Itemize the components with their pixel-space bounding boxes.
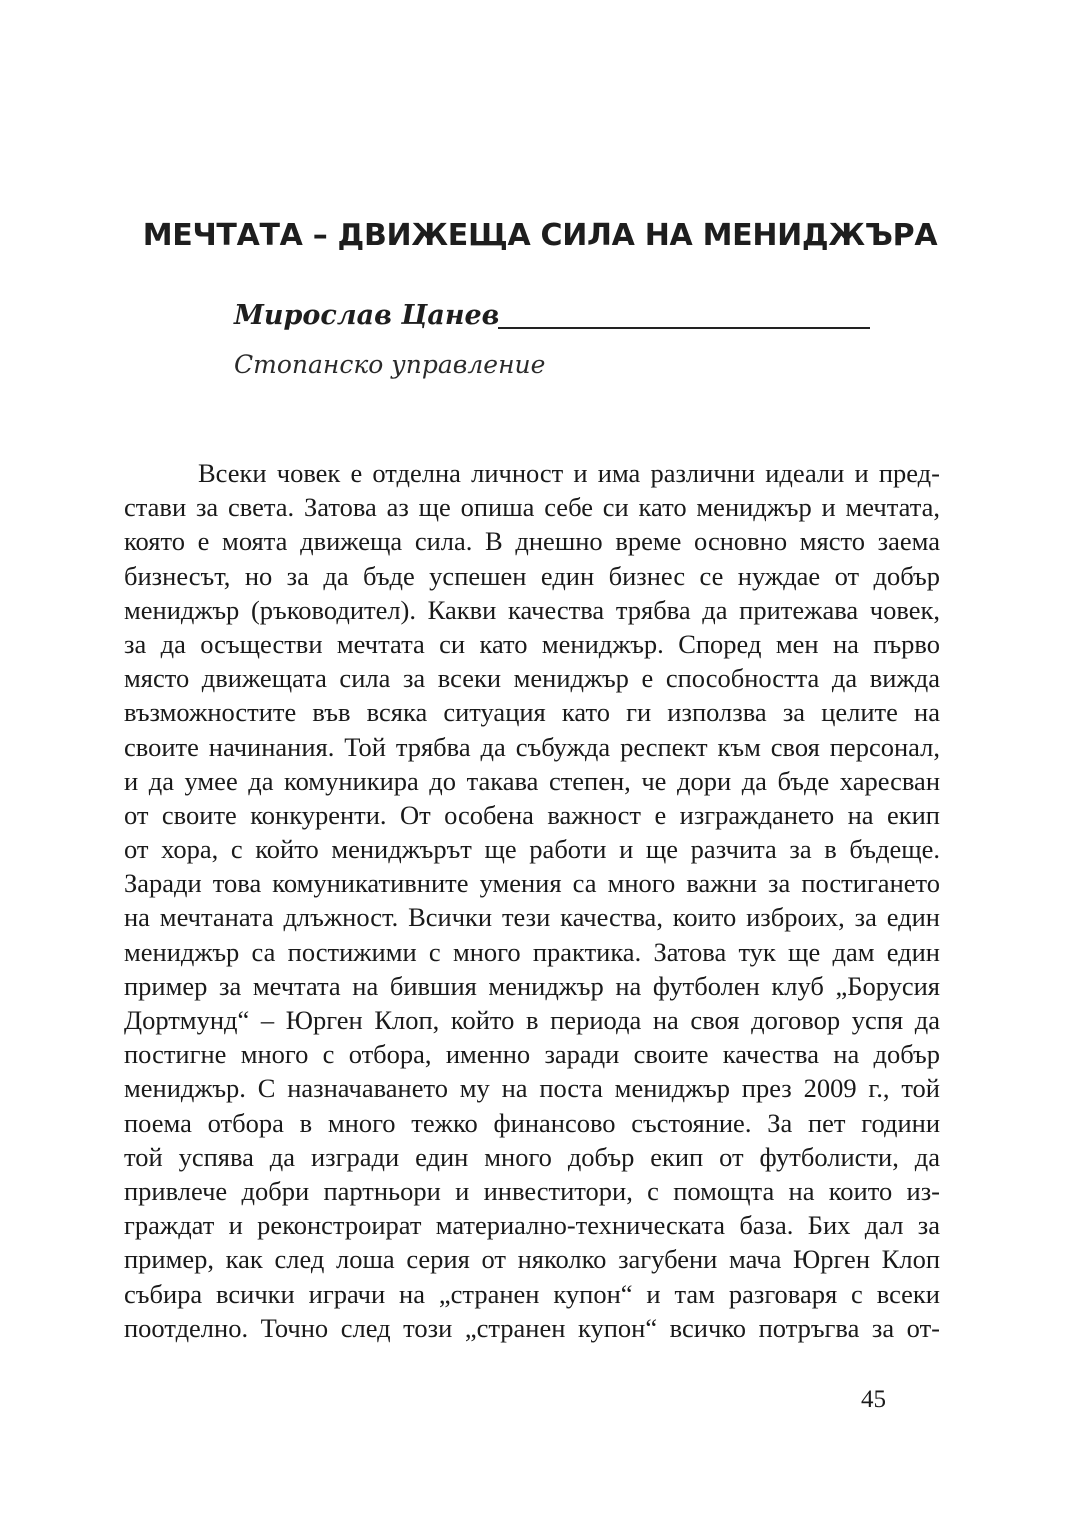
article-title: МЕЧТАТА – ДВИЖЕЩА СИЛА НА МЕНИДЖЪРА	[142, 218, 938, 253]
author-affiliation: Стопанско управление	[234, 350, 546, 379]
page-number: 45	[861, 1386, 886, 1413]
body-line: Дортмунд“ – Юрген Клоп, който в периода на своя договор успя да	[124, 1005, 940, 1035]
body-line: постигне много с отбора, именно заради своите качества на добър	[124, 1039, 940, 1070]
body-line: от своите конкуренти. От особена важност е изграждането на екип	[124, 799, 940, 830]
body-line: своите начинания. Той трябва да събужда респект към своя персонал,	[124, 731, 940, 762]
body-line: мениджър. С назначаването му на поста мениджър през 2009 г., той	[124, 1073, 940, 1104]
body-line: бизнесът, но за да бъде успешен един бизнес се нуждае от добър	[124, 560, 940, 591]
body-line: за да осъществи мечтата си като мениджър. Според мен на първо	[124, 628, 940, 659]
body-line: възможностите във всяка ситуация като ги използва за целите на	[124, 697, 940, 728]
body-line: мениджър са постижими с много практика. Затова тук ще дам един	[124, 936, 940, 967]
body-line: Всеки човек е отделна личност и има различни идеали и пред-	[198, 458, 940, 488]
body-line: която е моята движеща сила. В днешно време основно място заема	[124, 526, 940, 557]
body-line: събира всички играчи на „странен купон“ и там разговаря с всеки	[124, 1278, 940, 1309]
author-divider-line	[498, 327, 870, 329]
body-line: на мечтаната длъжност. Всички тези качества, които изброих, за един	[124, 902, 940, 933]
body-line: мениджър (ръководител). Какви качества трябва да притежава човек,	[124, 594, 940, 625]
body-line: той успява да изгради един много добър екип от футболисти, да	[124, 1141, 940, 1172]
article-body	[124, 456, 940, 1345]
body-line: пример, как след лоша серия от няколко загубени мача Юрген Клоп	[124, 1244, 940, 1275]
author-row	[234, 300, 874, 344]
body-line: пример за мечтата на бившия мениджър на футболен клуб „Борусия	[124, 970, 940, 1001]
body-line: поотделно. Точно след този „странен купон“ всичко потръгва за от-	[124, 1312, 940, 1343]
body-line: граждат и реконстроират материално-техническата база. Бих дал за	[124, 1210, 940, 1241]
body-line: място движещата сила за всеки мениджър е способността да вижда	[124, 663, 940, 694]
author-name: Мирослав Цанев	[234, 300, 500, 331]
body-line: привлече добри партньори и инвеститори, с помощта на които из-	[124, 1175, 940, 1206]
body-line: Заради това комуникативните умения са много важни за постигането	[124, 868, 940, 899]
body-line: поема отбора в много тежко финансово състояние. За пет години	[124, 1107, 940, 1138]
body-line: от хора, с който мениджърът ще работи и ще разчита за в бъдеще.	[124, 834, 940, 865]
body-line: и да умее да комуникира до такава степен, че дори да бъде харесван	[124, 765, 940, 796]
body-line: стави за света. Затова аз ще опиша себе си като мениджър и мечтата,	[124, 492, 940, 523]
